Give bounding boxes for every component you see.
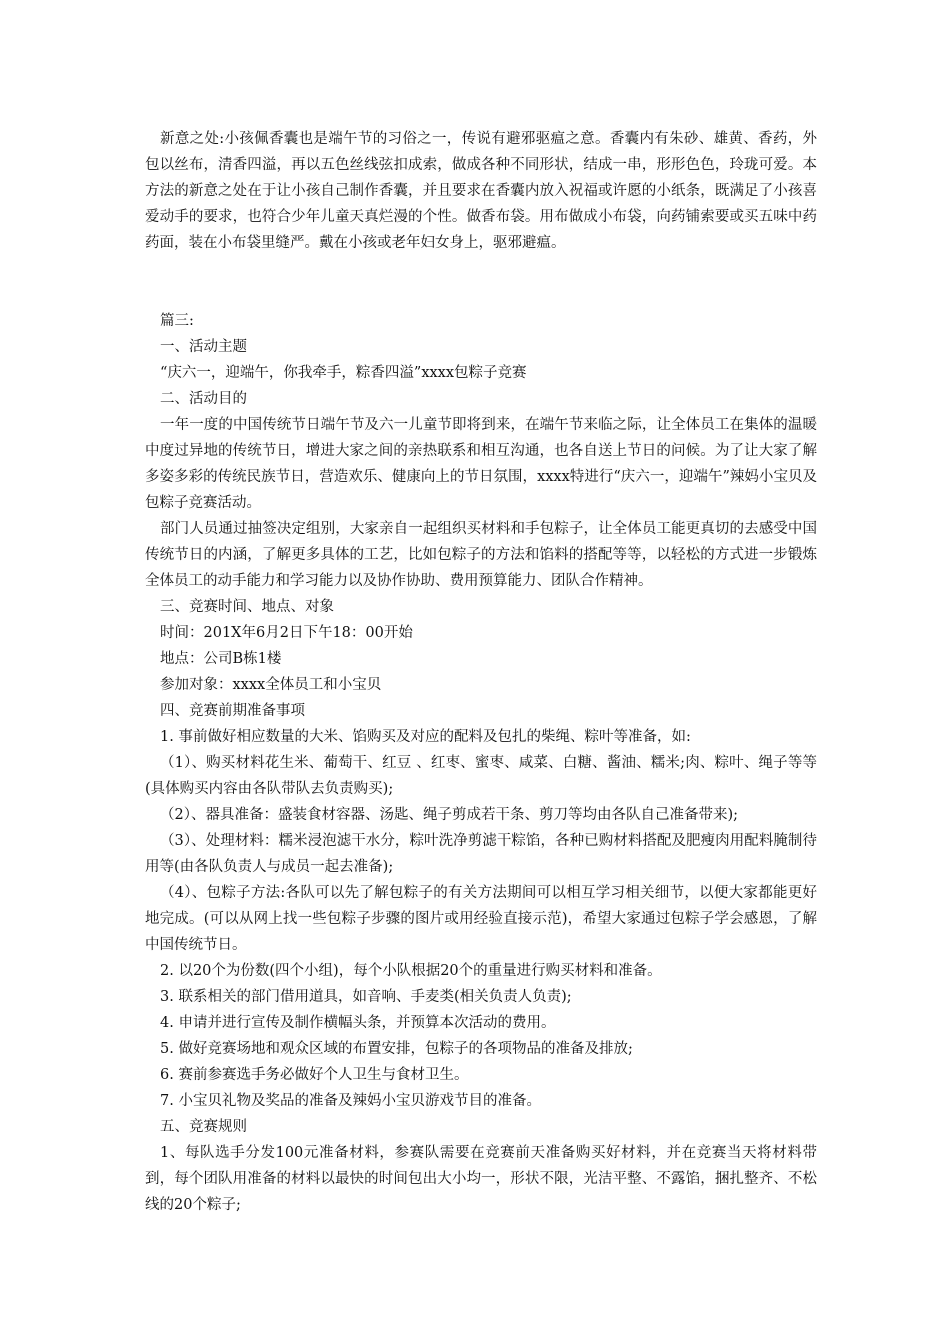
section-heading-purpose: 二、活动目的 [160,391,247,407]
event-place: 地点：公司B栋1楼 [160,651,282,667]
part-title: 篇三: [160,313,194,329]
section-heading-preparation: 四、竞赛前期准备事项 [160,703,305,719]
theme-text: “庆六一，迎端午，你我牵手，粽香四溢”xxxx包粽子竞赛 [160,365,527,381]
prep-subitem-3: （3）、处理材料：糯米浸泡滤干水分，粽叶洗净剪滤干粽馅，各种已购材料搭配及肥瘦肉用配料腌制待用等(由各队负责人与成员一起去准备); [145,833,817,875]
purpose-paragraph-1: 一年一度的中国传统节日端午节及六一儿童节即将到来，在端午节来临之际，让全体员工在集体的温暖中度过异地的传统节日，增进大家之间的亲热联系和相互沟通，也各自送上节日的问候。为了让大家了解多姿多彩的传统民族节日，营造欢乐、健康向上的节日氛围，xxxx特进行“庆六一，迎端午”辣妈小宝贝及包粽子竞赛活动。 [145,417,817,511]
prep-item-3: 3. 联系相关的部门借用道具，如音响、手麦类(相关负责人负责); [160,989,572,1005]
prep-subitem-1: （1）、购买材料花生米、葡萄干、红豆 、红枣、蜜枣、咸菜、白糖、酱油、糯米;肉、粽叶、绳子等等(具体购买内容由各队带队去负责购买); [145,755,817,797]
document-page [145,126,817,1218]
intro-paragraph: 新意之处:小孩佩香囊也是端午节的习俗之一，传说有避邪驱瘟之意。香囊内有朱砂、雄黄、香药，外包以丝布，清香四溢，再以五色丝线弦扣成索，做成各种不同形状，结成一串，形形色色，玲珑可爱。本方法的新意之处在于让小孩自己制作香囊，并且要求在香囊内放入祝福或许愿的小纸条，既满足了小孩喜爱动手的要求，也符合少年儿童天真烂漫的个性。做香布袋。用布做成小布袋，向药铺索要或买五味中药药面，装在小布袋里缝严。戴在小孩或老年妇女身上，驱邪避瘟。 [145,131,817,251]
event-participants: 参加对象：xxxx全体员工和小宝贝 [160,677,382,693]
section-heading-rules: 五、竞赛规则 [160,1119,247,1135]
prep-item-6: 6. 赛前参赛选手务必做好个人卫生与食材卫生。 [160,1067,469,1083]
prep-item-5: 5. 做好竞赛场地和观众区域的布置安排，包粽子的各项物品的准备及排放; [160,1041,633,1057]
prep-item-4: 4. 申请并进行宣传及制作横幅头条，并预算本次活动的费用。 [160,1015,556,1031]
prep-subitem-2: （2）、器具准备：盛装食材容器、汤匙、绳子剪成若干条、剪刀等均由各队自己准备带来); [160,807,739,823]
section-heading-time-place: 三、竞赛时间、地点、对象 [160,599,334,615]
section-heading-theme: 一、活动主题 [160,339,247,355]
prep-subitem-4: （4）、包粽子方法:各队可以先了解包粽子的有关方法期间可以相互学习相关细节，以便大家都能更好地完成。(可以从网上找一些包粽子步骤的图片或用经验直接示范)，希望大家通过包粽子学会感恩，了解中国传统节日。 [145,885,817,953]
prep-item-1: 1. 事前做好相应数量的大米、馅购买及对应的配料及包扎的柴绳、粽叶等准备，如: [160,729,691,745]
blank-line [145,256,817,282]
prep-item-7: 7. 小宝贝礼物及奖品的准备及辣妈小宝贝游戏节目的准备。 [160,1093,541,1109]
event-time: 时间：201X年6月2日下午18：00开始 [160,625,413,641]
prep-item-2: 2. 以20个为份数(四个小组)，每个小队根据20个的重量进行购买材料和准备。 [160,963,662,979]
blank-line [145,282,817,308]
purpose-paragraph-2: 部门人员通过抽签决定组别，大家亲自一起组织买材料和手包粽子，让全体员工能更真切的去感受中国传统节日的内涵，了解更多具体的工艺，比如包粽子的方法和馅料的搭配等等，以轻松的方式进一步锻炼全体员工的动手能力和学习能力以及协作协助、费用预算能力、团队合作精神。 [145,521,817,589]
rule-1: 1、每队选手分发100元准备材料，参赛队需要在竞赛前天准备购买好材料，并在竞赛当天将材料带到，每个团队用准备的材料以最快的时间包出大小均一，形状不限，光洁平整、不露馅，捆扎整齐、不松线的20个粽子; [145,1145,817,1213]
